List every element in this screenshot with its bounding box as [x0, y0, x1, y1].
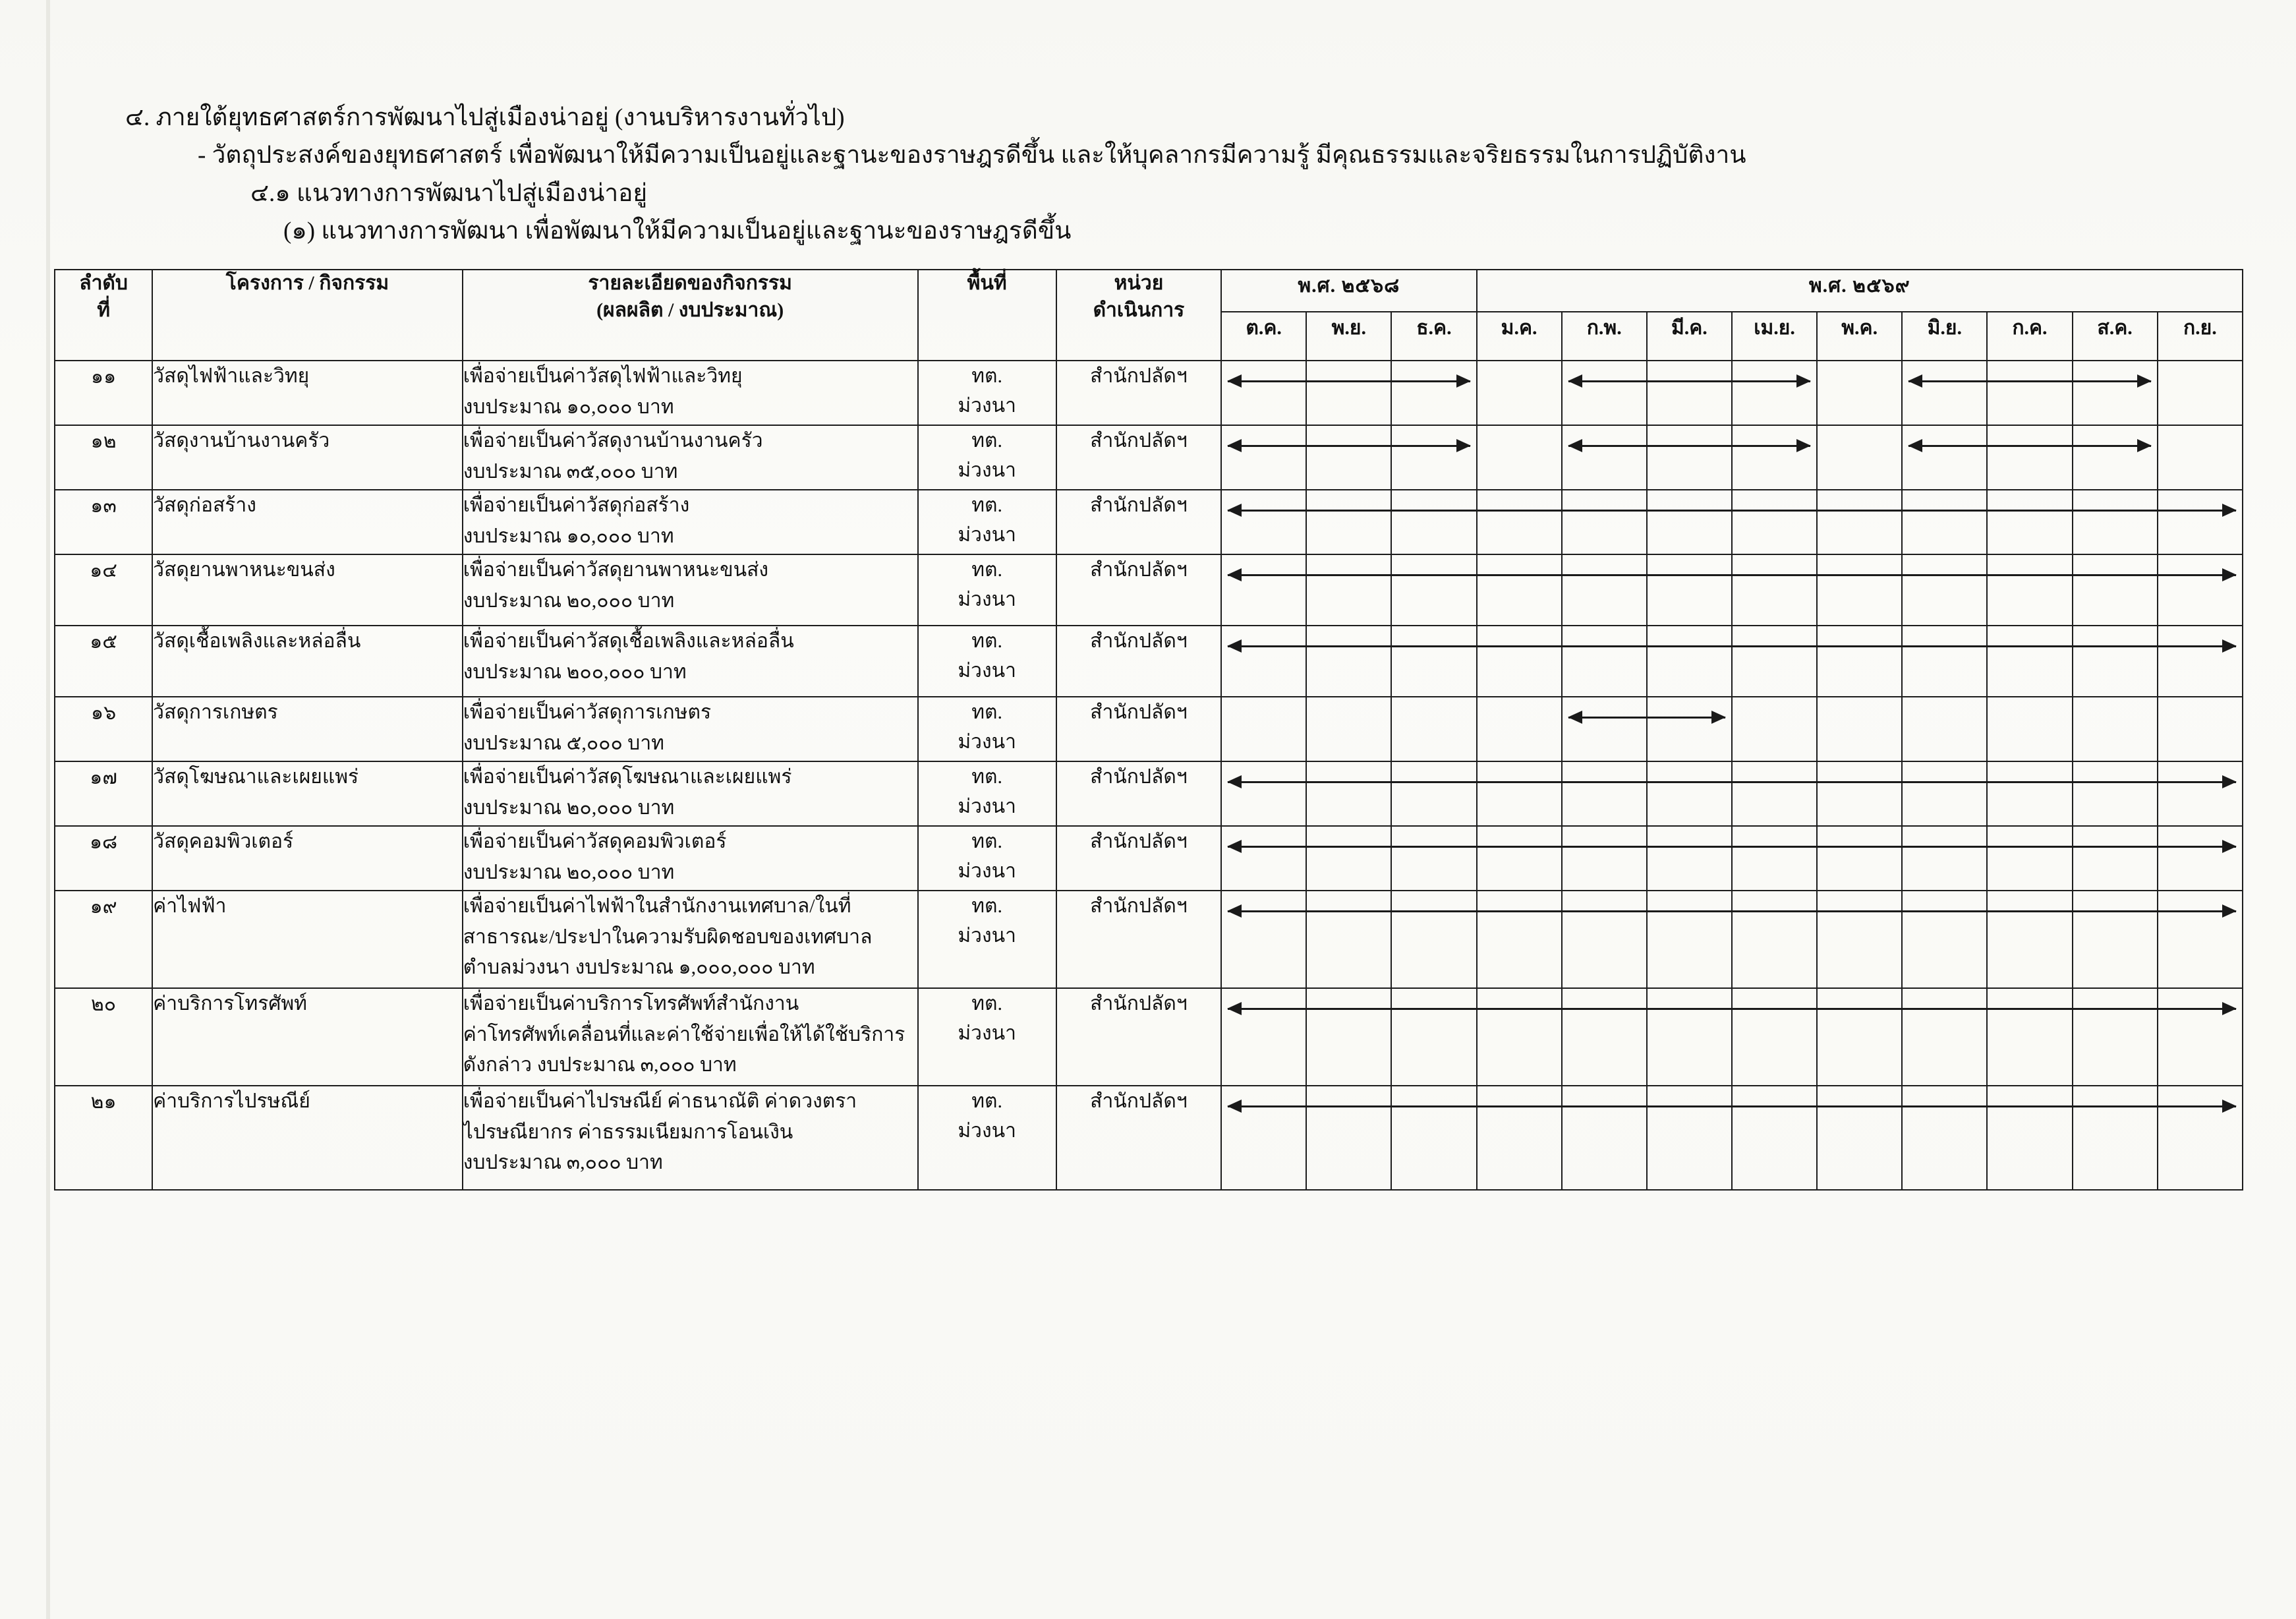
cell-month-1 — [1306, 1086, 1391, 1190]
cell-area — [918, 761, 1056, 826]
cell-month-3 — [1477, 826, 1562, 891]
cell-no: ๑๒ — [55, 425, 152, 490]
cell-project: วัสดุยานพาหนะขนส่ง — [152, 554, 463, 626]
detail-line: เพื่อจ่ายเป็นค่าไปรษณีย์ ค่าธนาณัติ ค่าดวงตรา — [463, 1090, 857, 1112]
cell-project: วัสดุไฟฟ้าและวิทยุ — [152, 361, 463, 425]
cell-month-8 — [1902, 988, 1987, 1086]
page-edge-shadow — [46, 0, 50, 1619]
cell-no: ๑๗ — [55, 761, 152, 826]
area-line: ม่วงนา — [958, 589, 1016, 610]
table-body — [55, 361, 2243, 1190]
cell-month-9 — [1987, 697, 2072, 761]
cell-month-10 — [2073, 761, 2158, 826]
detail-line: เพื่อจ่ายเป็นค่าบริการโทรศัพท์สำนักงาน — [463, 993, 799, 1015]
document-heading — [125, 99, 2168, 250]
area-line: ทต. — [971, 559, 1003, 581]
cell-unit: สำนักปลัดฯ — [1056, 1086, 1221, 1190]
cell-month-10 — [2073, 361, 2158, 425]
table-row — [55, 826, 2243, 891]
cell-month-8 — [1902, 554, 1987, 626]
cell-month-1 — [1306, 697, 1391, 761]
cell-month-9 — [1987, 626, 2072, 697]
cell-month-4 — [1562, 361, 1647, 425]
cell-detail — [463, 361, 918, 425]
table-row — [55, 554, 2243, 626]
area-line: ม่วงนา — [958, 1022, 1016, 1044]
cell-month-0 — [1221, 697, 1306, 761]
header-month-jun: มิ.ย. — [1902, 312, 1987, 361]
area-line: ม่วงนา — [958, 524, 1016, 546]
cell-month-1 — [1306, 761, 1391, 826]
cell-project: วัสดุเชื้อเพลิงและหล่อลื่น — [152, 626, 463, 697]
cell-month-4 — [1562, 490, 1647, 554]
cell-month-10 — [2073, 626, 2158, 697]
header-unit-line2: ดำเนินการ — [1093, 299, 1185, 321]
cell-month-5 — [1647, 826, 1732, 891]
cell-month-2 — [1391, 988, 1476, 1086]
cell-project: วัสดุงานบ้านงานครัว — [152, 425, 463, 490]
cell-month-1 — [1306, 490, 1391, 554]
header-month-nov: พ.ย. — [1306, 312, 1391, 361]
heading-line-2: - วัตถุประสงค์ของยุทธศาสตร์ เพื่อพัฒนาให้มีความเป็นอยู่และฐานะของราษฎรดีขึ้น และให้บุคลากรมีความรู้ มีคุณธรรมและจริยธรรมในการปฏิบัติงาน — [198, 142, 1746, 169]
cell-month-7 — [1817, 626, 1902, 697]
cell-detail — [463, 1086, 918, 1190]
cell-month-7 — [1817, 1086, 1902, 1190]
cell-unit: สำนักปลัดฯ — [1056, 425, 1221, 490]
cell-month-4 — [1562, 891, 1647, 988]
cell-month-3 — [1477, 554, 1562, 626]
cell-month-4 — [1562, 554, 1647, 626]
cell-month-0 — [1221, 490, 1306, 554]
cell-month-3 — [1477, 761, 1562, 826]
cell-month-9 — [1987, 891, 2072, 988]
table-row — [55, 1086, 2243, 1190]
cell-month-9 — [1987, 761, 2072, 826]
cell-month-4 — [1562, 425, 1647, 490]
cell-month-6 — [1732, 554, 1817, 626]
cell-month-2 — [1391, 1086, 1476, 1190]
cell-month-3 — [1477, 1086, 1562, 1190]
cell-month-9 — [1987, 554, 2072, 626]
cell-month-11 — [2158, 425, 2243, 490]
header-month-apr: เม.ย. — [1732, 312, 1817, 361]
cell-month-0 — [1221, 626, 1306, 697]
cell-month-2 — [1391, 490, 1476, 554]
cell-month-4 — [1562, 626, 1647, 697]
area-line: ทต. — [971, 766, 1003, 788]
heading-line-4: (๑) แนวทางการพัฒนา เพื่อพัฒนาให้มีความเป็นอยู่และฐานะของราษฎรดีขึ้น — [283, 218, 1072, 245]
cell-month-4 — [1562, 988, 1647, 1086]
cell-project: วัสดุคอมพิวเตอร์ — [152, 826, 463, 891]
cell-month-5 — [1647, 554, 1732, 626]
cell-month-11 — [2158, 988, 2243, 1086]
cell-month-2 — [1391, 697, 1476, 761]
cell-month-5 — [1647, 1086, 1732, 1190]
header-month-feb: ก.พ. — [1562, 312, 1647, 361]
cell-area — [918, 697, 1056, 761]
cell-month-7 — [1817, 361, 1902, 425]
area-line: ม่วงนา — [958, 796, 1016, 817]
cell-month-5 — [1647, 891, 1732, 988]
cell-month-6 — [1732, 988, 1817, 1086]
table-row — [55, 761, 2243, 826]
detail-line: งบประมาณ ๒๐,๐๐๐ บาท — [463, 861, 675, 883]
cell-month-4 — [1562, 826, 1647, 891]
cell-unit: สำนักปลัดฯ — [1056, 490, 1221, 554]
cell-month-6 — [1732, 1086, 1817, 1190]
cell-month-3 — [1477, 626, 1562, 697]
area-line: ม่วงนา — [958, 459, 1016, 481]
cell-project: วัสดุการเกษตร — [152, 697, 463, 761]
cell-month-2 — [1391, 826, 1476, 891]
cell-detail — [463, 891, 918, 988]
header-month-mar: มี.ค. — [1647, 312, 1732, 361]
header-detail-line1: รายละเอียดของกิจกรรม — [588, 272, 792, 294]
cell-month-5 — [1647, 626, 1732, 697]
cell-no: ๑๙ — [55, 891, 152, 988]
area-line: ทต. — [971, 630, 1003, 652]
area-line: ม่วงนา — [958, 395, 1016, 417]
cell-no: ๑๔ — [55, 554, 152, 626]
detail-line: เพื่อจ่ายเป็นค่าวัสดุงานบ้านงานครัว — [463, 430, 763, 452]
cell-month-10 — [2073, 891, 2158, 988]
cell-month-9 — [1987, 425, 2072, 490]
cell-month-4 — [1562, 761, 1647, 826]
cell-month-10 — [2073, 554, 2158, 626]
cell-detail — [463, 988, 918, 1086]
cell-month-6 — [1732, 761, 1817, 826]
cell-detail — [463, 425, 918, 490]
cell-month-9 — [1987, 490, 2072, 554]
detail-line: ไปรษณียากร ค่าธรรมเนียมการโอนเงิน — [463, 1121, 793, 1143]
cell-no: ๑๕ — [55, 626, 152, 697]
cell-unit: สำนักปลัดฯ — [1056, 626, 1221, 697]
detail-line: งบประมาณ ๕,๐๐๐ บาท — [463, 732, 664, 754]
header-month-jul: ก.ค. — [1987, 312, 2072, 361]
cell-month-10 — [2073, 697, 2158, 761]
header-no-line1: ลำดับ — [79, 272, 128, 294]
cell-project: วัสดุโฆษณาและเผยแพร่ — [152, 761, 463, 826]
cell-month-3 — [1477, 361, 1562, 425]
cell-month-0 — [1221, 891, 1306, 988]
detail-line: งบประมาณ ๑๐,๐๐๐ บาท — [463, 396, 674, 418]
cell-month-7 — [1817, 425, 1902, 490]
cell-detail — [463, 490, 918, 554]
cell-month-11 — [2158, 361, 2243, 425]
cell-month-11 — [2158, 697, 2243, 761]
cell-unit: สำนักปลัดฯ — [1056, 826, 1221, 891]
cell-month-8 — [1902, 490, 1987, 554]
cell-month-5 — [1647, 988, 1732, 1086]
cell-month-0 — [1221, 1086, 1306, 1190]
cell-month-1 — [1306, 425, 1391, 490]
cell-project: ค่าบริการไปรษณีย์ — [152, 1086, 463, 1190]
cell-area — [918, 826, 1056, 891]
cell-month-6 — [1732, 891, 1817, 988]
cell-month-8 — [1902, 425, 1987, 490]
cell-unit: สำนักปลัดฯ — [1056, 988, 1221, 1086]
header-month-may: พ.ค. — [1817, 312, 1902, 361]
table-row — [55, 626, 2243, 697]
cell-month-3 — [1477, 988, 1562, 1086]
cell-month-8 — [1902, 761, 1987, 826]
area-line: ทต. — [971, 895, 1003, 917]
cell-month-1 — [1306, 361, 1391, 425]
cell-area — [918, 361, 1056, 425]
cell-unit: สำนักปลัดฯ — [1056, 554, 1221, 626]
table-row — [55, 490, 2243, 554]
cell-month-11 — [2158, 826, 2243, 891]
cell-month-1 — [1306, 554, 1391, 626]
detail-line: เพื่อจ่ายเป็นค่าวัสดุโฆษณาและเผยแพร่ — [463, 766, 792, 788]
detail-line: เพื่อจ่ายเป็นค่าไฟฟ้าในสำนักงานเทศบาล/ในที่ — [463, 895, 851, 917]
cell-detail — [463, 697, 918, 761]
cell-month-11 — [2158, 554, 2243, 626]
cell-unit: สำนักปลัดฯ — [1056, 761, 1221, 826]
detail-line: งบประมาณ ๒๐,๐๐๐ บาท — [463, 796, 675, 819]
header-detail-line2: (ผลผลิต / งบประมาณ) — [596, 299, 784, 321]
cell-month-2 — [1391, 361, 1476, 425]
cell-project: ค่าบริการโทรศัพท์ — [152, 988, 463, 1086]
cell-month-1 — [1306, 826, 1391, 891]
cell-month-5 — [1647, 425, 1732, 490]
detail-line: สาธารณะ/ประปาในความรับผิดชอบของเทศบาล — [463, 926, 873, 948]
table-row — [55, 891, 2243, 988]
header-month-oct: ต.ค. — [1221, 312, 1306, 361]
cell-month-8 — [1902, 826, 1987, 891]
cell-no: ๑๓ — [55, 490, 152, 554]
cell-month-1 — [1306, 626, 1391, 697]
detail-line: เพื่อจ่ายเป็นค่าวัสดุการเกษตร — [463, 701, 712, 723]
cell-no: ๑๑ — [55, 361, 152, 425]
detail-line: งบประมาณ ๓๕,๐๐๐ บาท — [463, 460, 678, 483]
cell-month-10 — [2073, 988, 2158, 1086]
cell-month-8 — [1902, 697, 1987, 761]
header-detail — [463, 270, 918, 361]
cell-detail — [463, 626, 918, 697]
table-row — [55, 697, 2243, 761]
cell-month-7 — [1817, 697, 1902, 761]
cell-area — [918, 490, 1056, 554]
cell-month-0 — [1221, 988, 1306, 1086]
cell-month-0 — [1221, 761, 1306, 826]
cell-month-0 — [1221, 826, 1306, 891]
area-line: ทต. — [971, 365, 1003, 387]
cell-month-3 — [1477, 891, 1562, 988]
cell-month-8 — [1902, 891, 1987, 988]
detail-line: เพื่อจ่ายเป็นค่าวัสดุคอมพิวเตอร์ — [463, 831, 727, 852]
header-unit-line1: หน่วย — [1114, 272, 1164, 294]
cell-month-7 — [1817, 826, 1902, 891]
cell-month-7 — [1817, 891, 1902, 988]
cell-area — [918, 988, 1056, 1086]
cell-month-6 — [1732, 826, 1817, 891]
cell-detail — [463, 761, 918, 826]
area-line: ม่วงนา — [958, 1120, 1016, 1142]
cell-month-8 — [1902, 626, 1987, 697]
heading-line-1: ๔. ภายใต้ยุทธศาสตร์การพัฒนาไปสู่เมืองน่าอยู่ (งานบริหารงานทั่วไป) — [125, 104, 845, 131]
cell-month-11 — [2158, 1086, 2243, 1190]
header-unit — [1056, 270, 1221, 361]
cell-unit: สำนักปลัดฯ — [1056, 891, 1221, 988]
cell-no: ๑๖ — [55, 697, 152, 761]
cell-month-6 — [1732, 361, 1817, 425]
detail-line: เพื่อจ่ายเป็นค่าวัสดุไฟฟ้าและวิทยุ — [463, 365, 743, 387]
area-line: ทต. — [971, 430, 1003, 452]
detail-line: ดังกล่าว งบประมาณ ๓,๐๐๐ บาท — [463, 1054, 737, 1076]
cell-detail — [463, 826, 918, 891]
cell-area — [918, 626, 1056, 697]
detail-line: เพื่อจ่ายเป็นค่าวัสดุก่อสร้าง — [463, 494, 690, 516]
header-project: โครงการ / กิจกรรม — [152, 270, 463, 361]
cell-month-4 — [1562, 1086, 1647, 1190]
cell-no: ๑๘ — [55, 826, 152, 891]
area-line: ม่วงนา — [958, 860, 1016, 882]
cell-area — [918, 1086, 1056, 1190]
cell-month-4 — [1562, 697, 1647, 761]
header-month-jan: ม.ค. — [1477, 312, 1562, 361]
cell-month-3 — [1477, 425, 1562, 490]
detail-line: งบประมาณ ๒๐,๐๐๐ บาท — [463, 589, 675, 612]
cell-month-3 — [1477, 697, 1562, 761]
cell-month-11 — [2158, 761, 2243, 826]
cell-month-8 — [1902, 361, 1987, 425]
cell-month-2 — [1391, 891, 1476, 988]
area-line: ม่วงนา — [958, 925, 1016, 947]
heading-line-3: ๔.๑ แนวทางการพัฒนาไปสู่เมืองน่าอยู่ — [250, 179, 648, 207]
cell-area — [918, 554, 1056, 626]
cell-month-9 — [1987, 1086, 2072, 1190]
cell-month-7 — [1817, 554, 1902, 626]
cell-no: ๒๐ — [55, 988, 152, 1086]
cell-month-5 — [1647, 490, 1732, 554]
cell-month-8 — [1902, 1086, 1987, 1190]
header-month-dec: ธ.ค. — [1391, 312, 1476, 361]
cell-month-6 — [1732, 626, 1817, 697]
detail-line: งบประมาณ ๑๐,๐๐๐ บาท — [463, 525, 674, 547]
header-year-2568: พ.ศ. ๒๕๖๘ — [1221, 270, 1476, 312]
area-line: ทต. — [971, 831, 1003, 852]
detail-line: เพื่อจ่ายเป็นค่าวัสดุยานพาหนะขนส่ง — [463, 559, 769, 581]
cell-month-1 — [1306, 891, 1391, 988]
cell-no: ๒๑ — [55, 1086, 152, 1190]
cell-month-5 — [1647, 361, 1732, 425]
cell-month-5 — [1647, 697, 1732, 761]
cell-month-11 — [2158, 626, 2243, 697]
cell-month-2 — [1391, 761, 1476, 826]
detail-line: เพื่อจ่ายเป็นค่าวัสดุเชื้อเพลิงและหล่อลื่น — [463, 630, 794, 652]
cell-project: วัสดุก่อสร้าง — [152, 490, 463, 554]
table-head — [55, 270, 2243, 361]
cell-month-2 — [1391, 554, 1476, 626]
table-row — [55, 361, 2243, 425]
cell-month-9 — [1987, 361, 2072, 425]
detail-line: ค่าโทรศัพท์เคลื่อนที่และค่าใช้จ่ายเพื่อให้ได้ใช้บริการ — [463, 1023, 905, 1045]
cell-month-10 — [2073, 490, 2158, 554]
area-line: ทต. — [971, 1090, 1003, 1112]
area-line: ทต. — [971, 701, 1003, 723]
cell-month-6 — [1732, 697, 1817, 761]
header-month-sep: ก.ย. — [2158, 312, 2243, 361]
cell-month-9 — [1987, 988, 2072, 1086]
action-plan-table — [54, 269, 2243, 1191]
cell-month-0 — [1221, 361, 1306, 425]
cell-month-10 — [2073, 1086, 2158, 1190]
cell-month-3 — [1477, 490, 1562, 554]
cell-month-11 — [2158, 891, 2243, 988]
cell-month-2 — [1391, 425, 1476, 490]
cell-month-0 — [1221, 425, 1306, 490]
cell-month-7 — [1817, 761, 1902, 826]
area-line: ทต. — [971, 993, 1003, 1015]
cell-unit: สำนักปลัดฯ — [1056, 697, 1221, 761]
cell-area — [918, 425, 1056, 490]
detail-line: งบประมาณ ๓,๐๐๐ บาท — [463, 1152, 663, 1173]
cell-month-2 — [1391, 626, 1476, 697]
cell-month-6 — [1732, 490, 1817, 554]
detail-line: ตำบลม่วงนา งบประมาณ ๑,๐๐๐,๐๐๐ บาท — [463, 957, 815, 978]
header-month-aug: ส.ค. — [2073, 312, 2158, 361]
cell-month-11 — [2158, 490, 2243, 554]
cell-month-10 — [2073, 425, 2158, 490]
cell-month-5 — [1647, 761, 1732, 826]
cell-area — [918, 891, 1056, 988]
area-line: ม่วงนา — [958, 731, 1016, 753]
cell-unit: สำนักปลัดฯ — [1056, 361, 1221, 425]
area-line: ทต. — [971, 494, 1003, 516]
table-row — [55, 988, 2243, 1086]
cell-month-7 — [1817, 490, 1902, 554]
header-area: พื้นที่ — [918, 270, 1056, 361]
header-no-line2: ที่ — [97, 299, 110, 321]
cell-month-1 — [1306, 988, 1391, 1086]
cell-detail — [463, 554, 918, 626]
header-year-2569: พ.ศ. ๒๕๖๙ — [1477, 270, 2243, 312]
header-row-years — [55, 270, 2243, 312]
cell-month-0 — [1221, 554, 1306, 626]
cell-month-7 — [1817, 988, 1902, 1086]
cell-month-6 — [1732, 425, 1817, 490]
cell-month-10 — [2073, 826, 2158, 891]
detail-line: งบประมาณ ๒๐๐,๐๐๐ บาท — [463, 661, 687, 683]
cell-month-9 — [1987, 826, 2072, 891]
header-no — [55, 270, 152, 361]
table-row — [55, 425, 2243, 490]
area-line: ม่วงนา — [958, 660, 1016, 682]
cell-project: ค่าไฟฟ้า — [152, 891, 463, 988]
